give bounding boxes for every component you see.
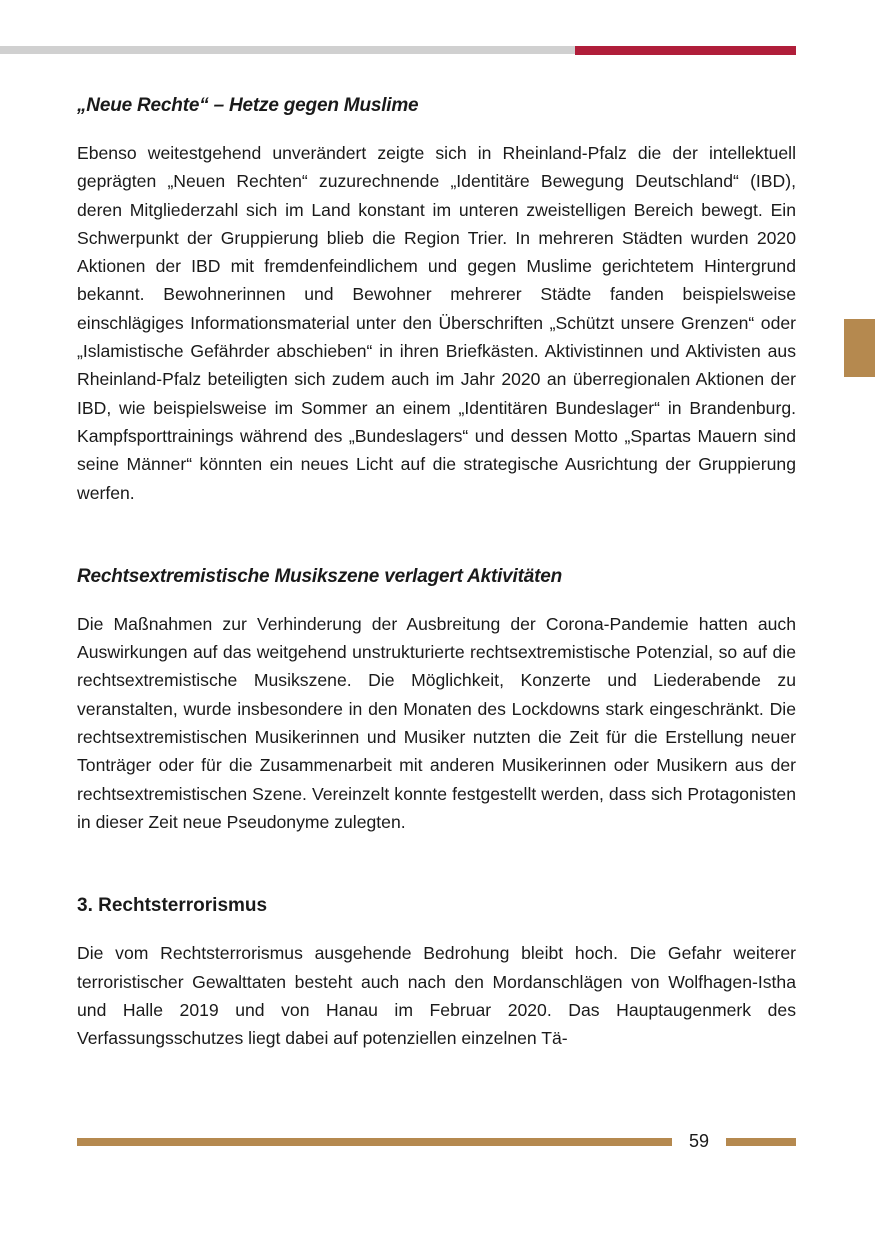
section-heading-rechtsterrorismus: 3. Rechtsterrorismus — [77, 895, 268, 917]
paragraph-rechtsterrorismus: Die vom Rechtsterrorismus ausgehende Bedrohung bleibt hoch. Die Gefahr weiterer terroristischer Gewalttaten besteht auch nach den Mordanschlägen von Wolfhagen-Istha und Halle 2019 und von Hanau im Februar 2020. Das Hauptaugenmerk des Verfassungsschutzes liegt dabei auf potenziellen einzelnen Tä- — [77, 943, 796, 1049]
chapter-side-tab — [844, 319, 875, 377]
page-content — [77, 92, 796, 1052]
top-rule-gray — [0, 46, 575, 54]
paragraph-neue-rechte: Ebenso weitestgehend unverändert zeigte sich in Rheinland-Pfalz die der intellektuell geprägten „Neuen Rechten“ zuzurechnende „Identitäre Bewegung Deutschland“ (IBD), deren Mitgliederzahl sich im Land konstant im unteren zweistelligen Bereich bewegt. Ein Schwerpunkt der Gruppierung blieb die Region Trier. In mehreren Städten wurden 2020 Aktionen der IBD mit fremdenfeindlichem und gegen Muslime gerichtetem Hintergrund bekannt. Bewohnerinnen und Bewohner mehrerer Städte fanden beispielsweise einschlägiges Informationsmaterial unter den Überschriften „Schützt unsere Grenzen“ oder „Islamistische Gefährder abschieben“ in ihren Briefkästen. Aktivistinnen und Aktivisten aus Rheinland-Pfalz beteiligten sich zudem auch im Jahr 2020 an überregionalen Aktionen der IBD, wie beispielsweise im Sommer an einem „Identitären Bundeslager“ in Brandenburg. Kampfsporttrainings während des „Bundeslagers“ und dessen Motto „Spartas Mauern sind seine Männer“ könnten ein neues Licht auf die strategische Ausrichtung der Gruppierung werfen. — [77, 143, 796, 503]
footer-rule-left — [77, 1138, 672, 1146]
footer-rule-right — [726, 1138, 796, 1146]
section-heading-neue-rechte: „Neue Rechte“ – Hetze gegen Muslime — [77, 95, 419, 116]
section-heading-musikszene: Rechtsextremistische Musikszene verlagert Aktivitäten — [77, 565, 563, 587]
paragraph-musikszene: Die Maßnahmen zur Verhinderung der Ausbreitung der Corona-Pandemie hatten auch Auswirkungen auf das weitgehend unstrukturierte rechtsextremistische Potenzial, so auf die rechtsextremistische Musikszene. Die Möglichkeit, Konzerte und Liederabende zu veranstalten, wurde insbesondere in den Monaten des Lockdowns stark eingeschränkt. Die rechtsextremistischen Musikerinnen und Musiker nutzten die Zeit für die Erstellung neuer Tonträger oder für die Zusammenarbeit mit anderen Musikerinnen oder Musikern aus der rechtsextremistischen Szene. Vereinzelt konnte festgestellt werden, dass sich Protagonisten in dieser Zeit neue Pseudonyme zulegten. — [77, 613, 796, 832]
top-rule-red — [575, 46, 796, 55]
page-number: 59 — [688, 1131, 710, 1151]
